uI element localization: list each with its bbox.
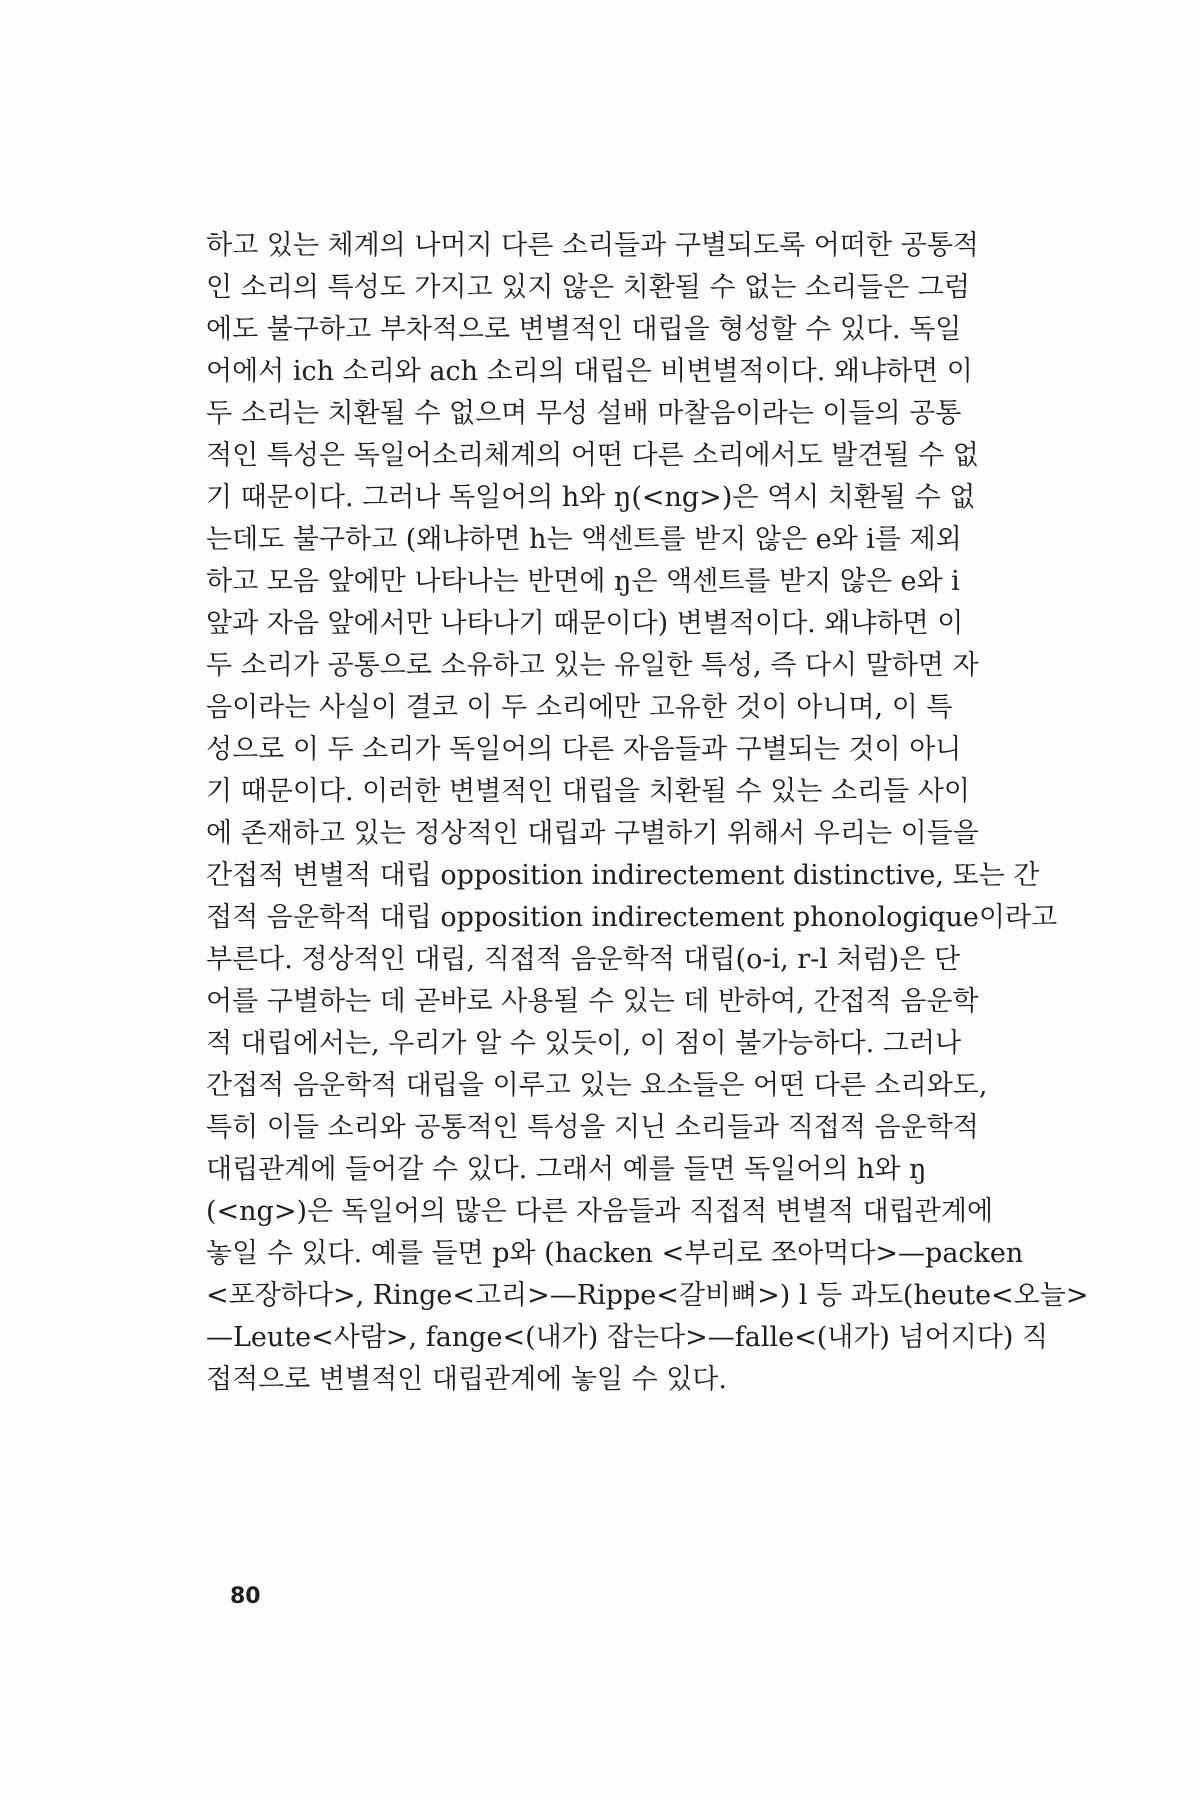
text-line: —Leute<사람>, fange<(내가) 잡는다>—falle<(내가) 넘어지다) 직 bbox=[206, 1322, 1049, 1353]
text-line: 대립관계에 들어갈 수 있다. 그래서 예를 들면 독일어의 h와 ŋ bbox=[206, 1154, 927, 1185]
text-line: 앞과 자음 앞에서만 나타나기 때문이다) 변별적이다. 왜냐하면 이 bbox=[206, 608, 964, 639]
text-line: 놓일 수 있다. 예를 들면 p와 (hacken <부리로 쪼아먹다>—packen bbox=[206, 1238, 1024, 1269]
text-line: 간접적 변별적 대립 opposition indirectement distinctive, 또는 간 bbox=[206, 860, 1040, 891]
text-line: 는데도 불구하고 (왜냐하면 h는 액센트를 받지 않은 e와 i를 제외 bbox=[206, 524, 962, 555]
page-number: 80 bbox=[230, 1584, 261, 1609]
text-line: 두 소리는 치환될 수 없으며 무성 설배 마찰음이라는 이들의 공통 bbox=[206, 398, 962, 429]
text-line: 하고 모음 앞에만 나타나는 반면에 ŋ은 액센트를 받지 않은 e와 i bbox=[206, 566, 960, 597]
text-line: 어를 구별하는 데 곧바로 사용될 수 있는 데 반하여, 간접적 음운학 bbox=[206, 986, 979, 1017]
text-line: 하고 있는 체계의 나머지 다른 소리들과 구별되도록 어떠한 공통적 bbox=[206, 230, 979, 261]
text-line: <포장하다>, Ringe<고리>—Rippe<갈비뼈>) l 등 과도(heute<오늘> bbox=[206, 1280, 1089, 1311]
text-line: 부른다. 정상적인 대립, 직접적 음운학적 대립(o-i, r-l 처럼)은 단 bbox=[206, 944, 960, 975]
text-line: 음이라는 사실이 결코 이 두 소리에만 고유한 것이 아니며, 이 특 bbox=[206, 692, 953, 723]
text-line: 특히 이들 소리와 공통적인 특성을 지닌 소리들과 직접적 음운학적 bbox=[206, 1112, 979, 1143]
text-line: (<ng>)은 독일어의 많은 다른 자음들과 직접적 변별적 대립관계에 bbox=[206, 1196, 994, 1227]
text-line: 기 때문이다. 그러나 독일어의 h와 ŋ(<ng>)은 역시 치환될 수 없 bbox=[206, 482, 976, 513]
text-line: 에 존재하고 있는 정상적인 대립과 구별하기 위해서 우리는 이들을 bbox=[206, 818, 979, 849]
text-line: 적인 특성은 독일어소리체계의 어떤 다른 소리에서도 발견될 수 없 bbox=[206, 440, 979, 471]
text-line: 접적으로 변별적인 대립관계에 놓일 수 있다. bbox=[206, 1364, 727, 1395]
text-line: 접적 음운학적 대립 opposition indirectement phonologique이라고 bbox=[206, 902, 1058, 933]
body-text bbox=[206, 225, 1089, 1401]
text-line: 인 소리의 특성도 가지고 있지 않은 치환될 수 없는 소리들은 그럼 bbox=[206, 272, 970, 303]
text-line: 적 대립에서는, 우리가 알 수 있듯이, 이 점이 불가능하다. 그러나 bbox=[206, 1028, 962, 1059]
text-line: 어에서 ich 소리와 ach 소리의 대립은 비변별적이다. 왜냐하면 이 bbox=[206, 356, 973, 387]
text-line: 성으로 이 두 소리가 독일어의 다른 자음들과 구별되는 것이 아니 bbox=[206, 734, 962, 765]
text-line: 에도 불구하고 부차적으로 변별적인 대립을 형성할 수 있다. 독일 bbox=[206, 314, 962, 345]
text-line: 기 때문이다. 이러한 변별적인 대립을 치환될 수 있는 소리들 사이 bbox=[206, 776, 970, 807]
text-line: 간접적 음운학적 대립을 이루고 있는 요소들은 어떤 다른 소리와도, bbox=[206, 1070, 988, 1101]
text-line: 두 소리가 공통으로 소유하고 있는 유일한 특성, 즉 다시 말하면 자 bbox=[206, 650, 979, 681]
